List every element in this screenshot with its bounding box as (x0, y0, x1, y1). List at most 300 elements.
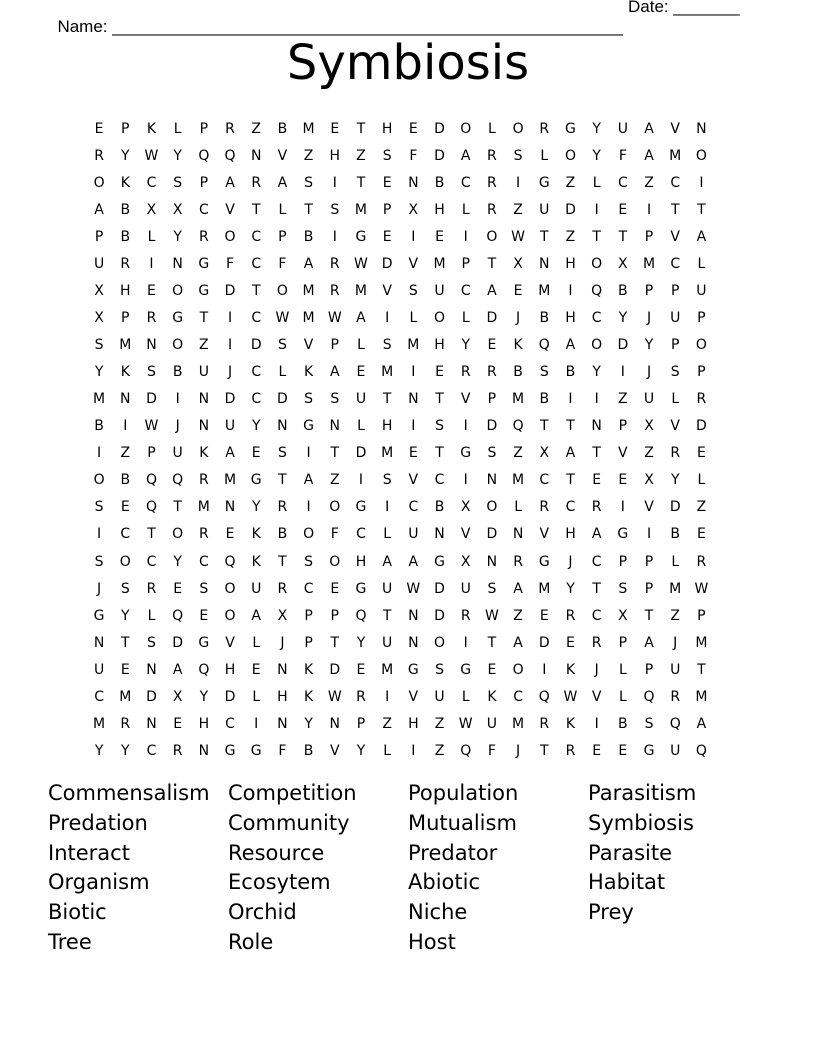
grid-letter: T (199, 309, 209, 326)
grid-letter: X (172, 688, 183, 705)
grid-letter: K (199, 445, 209, 462)
grid-letter: P (461, 255, 470, 272)
grid-letter: N (512, 526, 524, 543)
grid-letter: T (356, 120, 366, 137)
word-bank-item: Competition (228, 781, 357, 805)
grid-letter: D (146, 391, 157, 408)
name-field[interactable]: Name: ______________________________________________________ (57, 17, 623, 36)
grid-letter: J (646, 309, 652, 326)
grid-letter: M (433, 255, 446, 272)
grid-letter: H (329, 147, 341, 164)
grid-letter: D (224, 282, 236, 299)
grid-letter: B (670, 526, 681, 543)
grid-letter: H (277, 688, 288, 705)
grid-letter: D (381, 255, 393, 272)
grid-letter: R (513, 553, 523, 570)
grid-letter: P (644, 282, 654, 299)
grid-letter: V (539, 526, 550, 543)
grid-letter: U (696, 282, 707, 299)
grid-letter: Y (592, 147, 601, 164)
grid-letter: Y (356, 634, 366, 651)
grid-letter: B (172, 364, 183, 381)
grid-letter: C (146, 553, 157, 570)
grid-letter: P (618, 634, 628, 651)
grid-letter: S (330, 391, 340, 408)
grid-letter: E (618, 201, 628, 218)
grid-letter: I (411, 228, 416, 245)
grid-letter: C (251, 228, 262, 245)
grid-letter: B (513, 364, 523, 381)
grid-letter: E (251, 445, 261, 462)
grid-letter: E (330, 580, 340, 597)
grid-letter: K (304, 688, 314, 705)
grid-letter: N (408, 634, 419, 651)
grid-letter: D (434, 607, 445, 624)
grid-letter: L (540, 147, 549, 164)
grid-letter: K (487, 688, 497, 705)
grid-letter: Q (145, 472, 157, 489)
grid-letter: T (697, 201, 706, 218)
grid-letter: V (277, 147, 288, 164)
grid-letter: G (198, 255, 210, 272)
grid-letter: G (303, 418, 315, 435)
grid-letter: X (408, 201, 419, 218)
grid-letter: O (224, 228, 236, 245)
grid-letter: N (120, 391, 131, 408)
grid-letter: R (696, 391, 707, 408)
grid-letter: U (382, 634, 393, 651)
grid-letter: D (696, 418, 707, 435)
grid-letter: W (327, 688, 342, 705)
grid-letter: R (146, 580, 157, 597)
grid-letter: O (93, 174, 105, 191)
grid-letter: W (144, 147, 159, 164)
grid-letter: T (278, 472, 287, 489)
grid-letter: V (382, 282, 392, 299)
grid-letter: O (276, 282, 288, 299)
grid-letter: S (382, 147, 392, 164)
grid-letter: T (382, 391, 392, 408)
grid-letter: R (277, 499, 288, 516)
grid-letter: T (121, 634, 130, 651)
grid-letter: S (304, 391, 314, 408)
grid-letter: W (484, 607, 499, 624)
grid-letter: I (332, 174, 337, 191)
word-bank-item: Organism (48, 870, 150, 895)
grid-letter: T (382, 607, 392, 624)
grid-letter: T (304, 201, 313, 218)
grid-letter: W (144, 418, 159, 435)
grid-letter: B (434, 499, 445, 516)
word-bank-item: Niche (408, 900, 468, 925)
grid-letter: A (565, 337, 576, 354)
grid-letter: C (670, 174, 681, 191)
grid-letter: R (539, 715, 550, 732)
grid-letter: Q (538, 337, 550, 354)
grid-letter: R (329, 282, 340, 299)
grid-letter: I (463, 418, 468, 435)
grid-letter: G (198, 282, 210, 299)
grid-letter: Y (356, 742, 366, 759)
grid-letter: V (225, 634, 235, 651)
grid-letter: F (278, 742, 287, 759)
grid-letter: O (329, 553, 341, 570)
grid-letter: P (382, 201, 392, 218)
grid-letter: T (644, 607, 654, 624)
grid-letter: S (147, 364, 156, 381)
grid-letter: R (487, 174, 497, 191)
grid-letter: E (408, 445, 418, 462)
grid-letter: E (94, 120, 104, 137)
grid-letter: C (539, 472, 550, 489)
grid-letter: J (227, 364, 233, 381)
grid-letter: V (670, 120, 680, 137)
grid-letter: X (277, 607, 288, 624)
grid-letter: S (94, 499, 104, 516)
grid-letter: C (434, 472, 445, 489)
grid-letter: J (646, 364, 652, 381)
grid-letter: P (199, 174, 209, 191)
grid-letter: Z (120, 445, 131, 462)
grid-letter: K (565, 661, 576, 678)
grid-letter: U (224, 418, 236, 435)
grid-letter: E (225, 526, 235, 543)
grid-letter: P (121, 120, 130, 137)
grid-letter: P (697, 309, 706, 326)
grid-letter: N (329, 715, 341, 732)
grid-letter: U (486, 715, 498, 732)
grid-letter: K (513, 337, 523, 354)
grid-letter: A (696, 715, 707, 732)
grid-letter: D (329, 661, 341, 678)
grid-letter: E (696, 526, 706, 543)
grid-letter: O (564, 147, 576, 164)
grid-letter: M (538, 282, 551, 299)
grid-letter: V (618, 445, 628, 462)
grid-letter: S (94, 337, 104, 354)
grid-letter: P (644, 580, 654, 597)
word-bank-item: Interact (48, 840, 130, 865)
grid-letter: Z (329, 472, 340, 489)
grid-letter: M (302, 282, 315, 299)
grid-letter: E (618, 472, 628, 489)
grid-letter: I (254, 715, 259, 732)
grid-letter: Q (145, 499, 157, 516)
grid-letter: Z (696, 499, 707, 516)
grid-letter: E (435, 364, 444, 381)
grid-letter: I (620, 499, 625, 516)
grid-letter: Q (538, 688, 550, 705)
grid-letter: C (251, 391, 262, 408)
grid-letter: T (540, 742, 549, 759)
word-bank-item: Predation (48, 810, 148, 835)
grid-letter: J (516, 742, 521, 759)
grid-letter: A (408, 553, 419, 570)
grid-letter: G (172, 309, 184, 326)
grid-letter: C (198, 201, 209, 218)
grid-letter: H (565, 526, 576, 543)
grid-letter: M (381, 445, 394, 462)
grid-letter: O (512, 661, 524, 678)
grid-letter: E (173, 580, 183, 597)
grid-letter: Q (198, 147, 210, 164)
grid-letter: N (277, 715, 288, 732)
grid-letter: P (487, 391, 497, 408)
grid-letter: I (227, 309, 233, 326)
grid-letter: I (175, 391, 180, 408)
grid-letter: M (119, 688, 132, 705)
grid-letter: Y (121, 147, 130, 164)
grid-letter: F (487, 742, 496, 759)
grid-letter: K (304, 661, 314, 678)
grid-letter: Y (251, 499, 261, 516)
grid-letter: I (463, 634, 468, 651)
grid-letter: I (385, 688, 390, 705)
grid-letter: S (408, 282, 418, 299)
grid-letter: P (644, 228, 654, 245)
grid-letter: I (306, 499, 311, 516)
grid-letter: R (696, 553, 707, 570)
grid-letter: Z (513, 607, 523, 624)
grid-letter: P (147, 445, 156, 462)
grid-letter: A (251, 607, 261, 624)
grid-letter: I (646, 526, 652, 543)
grid-letter: O (172, 282, 184, 299)
grid-letter: S (277, 337, 287, 354)
grid-letter: W (511, 228, 526, 245)
grid-letter: S (435, 418, 444, 435)
grid-letter: D (669, 499, 681, 516)
grid-letter: Z (513, 445, 523, 462)
grid-letter: E (120, 499, 130, 516)
grid-letter: R (487, 147, 497, 164)
grid-letter: L (173, 120, 182, 137)
grid-letter: I (463, 472, 468, 489)
grid-letter: L (697, 472, 706, 489)
grid-letter: J (97, 580, 102, 597)
grid-letter: P (94, 228, 104, 245)
grid-letter: M (669, 147, 682, 164)
grid-letter: D (538, 634, 550, 651)
grid-letter: E (513, 282, 523, 299)
page-title: Symbiosis (286, 35, 530, 91)
grid-letter: G (93, 607, 105, 624)
grid-letter: G (460, 445, 472, 462)
grid-letter: I (149, 255, 154, 272)
grid-letter: X (618, 255, 628, 272)
grid-letter: R (487, 364, 497, 381)
grid-letter: L (278, 201, 287, 218)
grid-letter: W (406, 580, 421, 597)
grid-letter: S (147, 634, 156, 651)
grid-letter: E (251, 661, 261, 678)
grid-letter: L (671, 553, 680, 570)
grid-letter: G (355, 499, 367, 516)
grid-letter: R (225, 120, 235, 137)
grid-letter: N (539, 255, 550, 272)
grid-letter: S (199, 580, 209, 597)
grid-letter: O (695, 337, 707, 354)
grid-letter: O (224, 607, 236, 624)
grid-letter: I (463, 228, 468, 245)
grid-letter: X (94, 282, 104, 299)
grid-letter: I (568, 391, 573, 408)
grid-letter: Y (94, 742, 104, 759)
grid-letter: V (225, 201, 235, 218)
grid-letter: Z (565, 174, 576, 191)
grid-letter: Q (512, 418, 524, 435)
grid-letter: P (644, 553, 654, 570)
grid-letter: T (592, 228, 601, 245)
grid-letter: Y (173, 553, 182, 570)
grid-letter: X (539, 445, 550, 462)
grid-letter: G (538, 174, 550, 191)
grid-letter: M (407, 337, 420, 354)
grid-letter: I (699, 174, 704, 191)
grid-letter: I (411, 742, 416, 759)
grid-letter: T (566, 418, 575, 435)
grid-letter: Z (670, 607, 681, 624)
grid-letter: M (93, 715, 106, 732)
grid-letter: Y (592, 120, 601, 137)
grid-letter: O (695, 147, 707, 164)
grid-letter: S (513, 147, 523, 164)
grid-letter: I (332, 228, 337, 245)
grid-letter: G (250, 472, 262, 489)
grid-letter: G (250, 742, 262, 759)
grid-letter: R (172, 742, 183, 759)
grid-letter: B (120, 228, 131, 245)
grid-letter: U (643, 391, 655, 408)
grid-letter: L (147, 228, 156, 245)
grid-letter: B (120, 201, 131, 218)
grid-letter: A (382, 553, 392, 570)
grid-letter: E (356, 661, 366, 678)
grid-letter: R (591, 634, 602, 651)
grid-letter: Q (198, 661, 210, 678)
word-bank-item: Mutualism (408, 810, 517, 835)
word-bank-item: Population (408, 781, 519, 805)
grid-letter: U (670, 309, 681, 326)
grid-letter: R (277, 580, 288, 597)
grid-letter: V (408, 688, 419, 705)
grid-letter: H (565, 255, 576, 272)
grid-letter: Z (356, 147, 366, 164)
grid-letter: H (381, 120, 393, 137)
grid-letter: Y (592, 364, 601, 381)
grid-letter: B (618, 282, 628, 299)
grid-letter: E (696, 445, 706, 462)
grid-letter: X (94, 309, 104, 326)
grid-letter: P (304, 607, 313, 624)
grid-letter: C (408, 499, 419, 516)
grid-letter: N (486, 472, 498, 489)
grid-letter: O (512, 120, 524, 137)
word-bank-item: Symbiosis (588, 810, 694, 835)
grid-letter: U (434, 282, 445, 299)
grid-letter: I (620, 364, 625, 381)
grid-letter: H (565, 309, 576, 326)
grid-letter: N (277, 661, 288, 678)
grid-letter: B (277, 526, 288, 543)
grid-letter: G (355, 228, 367, 245)
grid-letter: D (486, 309, 498, 326)
grid-letter: U (355, 391, 367, 408)
grid-letter: G (355, 580, 367, 597)
grid-letter: X (146, 201, 157, 218)
grid-letter: E (147, 282, 156, 299)
grid-letter: D (565, 201, 576, 218)
word-bank-item: Community (228, 810, 350, 835)
grid-letter: I (411, 418, 416, 435)
grid-letter: C (617, 174, 628, 191)
grid-letter: M (669, 580, 682, 597)
grid-letter: Q (591, 282, 603, 299)
grid-letter: I (97, 526, 102, 543)
grid-letter: A (303, 472, 314, 489)
word-bank-item: Host (408, 929, 456, 954)
grid-letter: T (540, 228, 549, 245)
grid-letter: D (434, 147, 445, 164)
grid-letter: Z (565, 228, 576, 245)
grid-letter: O (591, 255, 603, 272)
grid-letter: Q (669, 715, 681, 732)
grid-letter: N (329, 418, 341, 435)
grid-letter: N (408, 174, 419, 191)
grid-letter: V (408, 472, 419, 489)
grid-letter: R (565, 607, 576, 624)
grid-letter: B (565, 364, 576, 381)
grid-letter: R (198, 472, 209, 489)
grid-letter: H (434, 337, 445, 354)
grid-letter: C (591, 309, 602, 326)
grid-letter: A (303, 255, 314, 272)
grid-letter: Y (173, 228, 182, 245)
grid-letter: S (94, 553, 104, 570)
grid-letter: U (93, 255, 105, 272)
grid-letter: M (512, 715, 525, 732)
grid-letter: O (329, 499, 341, 516)
grid-letter: V (644, 499, 654, 516)
grid-letter: Z (382, 715, 392, 732)
date-field[interactable]: Date: _______ (628, 0, 740, 16)
grid-letter: J (673, 634, 678, 651)
grid-letter: Q (224, 147, 236, 164)
grid-letter: X (644, 472, 654, 489)
grid-letter: W (563, 688, 578, 705)
grid-letter: D (434, 580, 445, 597)
grid-letter: N (434, 526, 445, 543)
grid-letter: C (460, 282, 471, 299)
grid-letter: A (172, 661, 183, 678)
grid-letter: P (697, 607, 706, 624)
grid-letter: N (146, 661, 157, 678)
grid-letter: D (486, 418, 498, 435)
grid-letter: Y (251, 418, 261, 435)
grid-letter: A (329, 364, 340, 381)
grid-letter: Y (618, 309, 628, 326)
grid-letter: D (224, 391, 236, 408)
grid-letter: Q (224, 553, 236, 570)
grid-letter: P (644, 661, 654, 678)
grid-letter: V (460, 526, 471, 543)
grid-letter: I (306, 445, 311, 462)
grid-letter: N (408, 391, 419, 408)
grid-letter: P (199, 120, 209, 137)
grid-letter: F (278, 255, 287, 272)
grid-letter: F (618, 147, 627, 164)
grid-letter: N (408, 607, 419, 624)
